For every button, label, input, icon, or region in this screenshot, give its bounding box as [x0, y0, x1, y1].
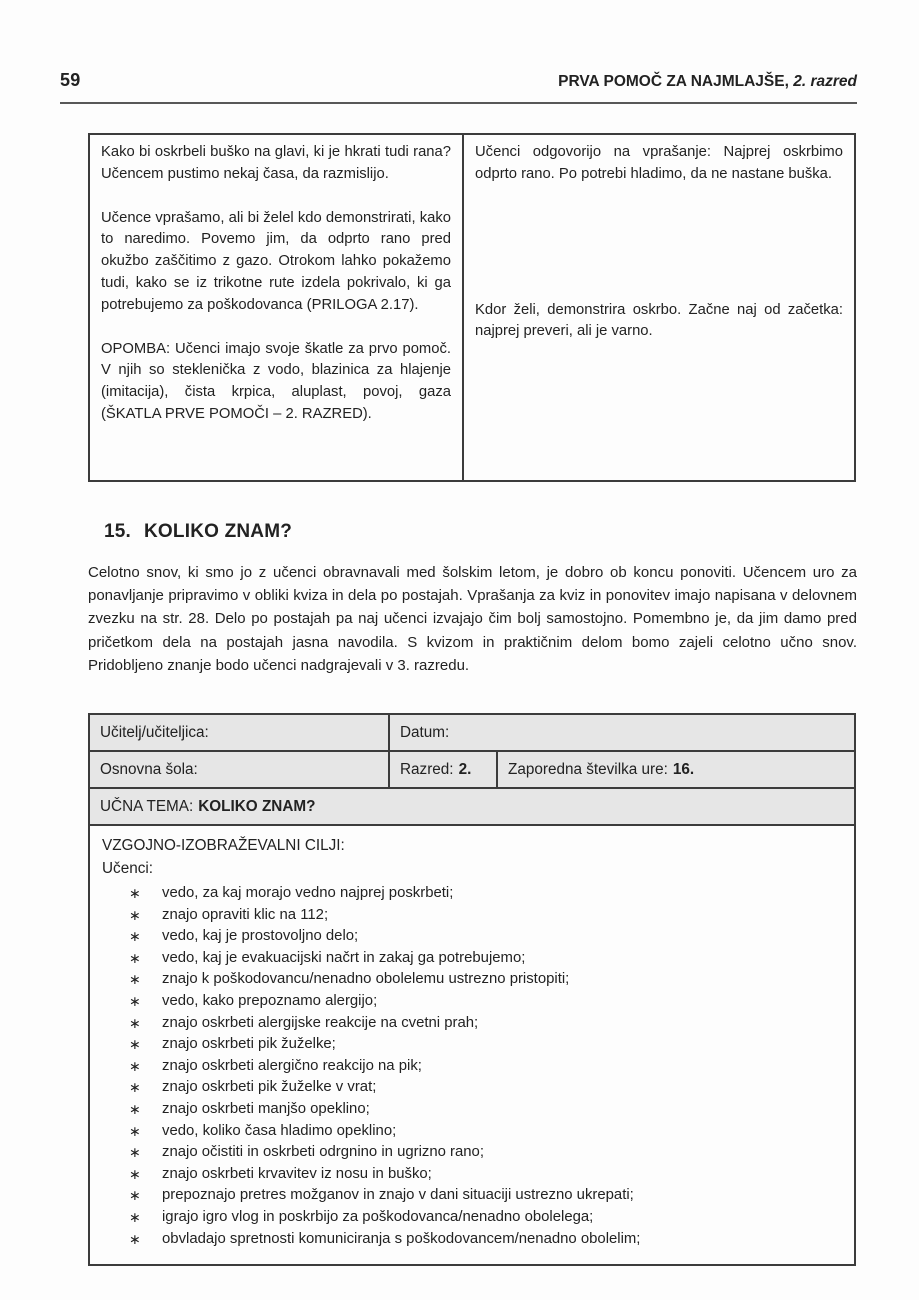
goal-text: vedo, kaj je evakuacijski načrt in zakaj ga potrebujemo; — [162, 949, 526, 966]
goal-text: znajo oskrbeti manjšo opeklino; — [162, 1100, 370, 1117]
topic-cell — [90, 789, 854, 824]
grade-value: 2. — [458, 760, 472, 778]
goal-text: znajo očistiti in oskrbeti odrgnino in ugrizno rano; — [162, 1144, 484, 1161]
page-number: 59 — [60, 70, 81, 90]
section-intro-paragraph: Celotno snov, ki smo jo z učenci obravnavali med šolskim letom, je dobro ob koncu ponoviti. Učencem uro za ponavljanje pripravimo v obliki kviza in dela po postajah. Vprašanja za kviz in ponovitev imajo napisana v delovnem zvezku na str. 28. Delo po postajah pa naj učenci izvajajo čim bolj samostojno. Pomembno je, da jim damo pred pričetkom dela na postajah jasna navodila. S kvizom in praktičnim delom bomo zajeli celotno učno snov. Pridobljeno znanje bodo učenci nadgrajevali v 3. razredu. — [88, 564, 857, 674]
teacher-label-cell: Učitelj/učiteljica: — [90, 715, 390, 750]
asterisk-bullet-icon: ∗ — [129, 1014, 141, 1031]
goal-text: znajo oskrbeti pik žuželke; — [162, 1036, 336, 1053]
topic-value: KOLIKO ZNAM? — [198, 797, 316, 815]
goal-text: obvladajo spretnosti komuniciranja s poškodovancem/nenadno obolelim; — [162, 1230, 641, 1247]
goal-list-item — [129, 1164, 640, 1186]
teacher-paragraph-3: OPOMBA: Učenci imajo svoje škatle za prvo pomoč. V njih so steklenička z vodo, blazinica za hlajenje (imitacija), čista krpica, aluplast, povoj, gaza (ŠKATLA PRVE POMOČI – 2. RAZRED). — [101, 340, 451, 422]
goal-list-item — [129, 1207, 640, 1229]
asterisk-bullet-icon: ∗ — [129, 1230, 141, 1247]
goal-list-item — [129, 1056, 640, 1078]
lesson-table-pupils-column — [464, 135, 854, 480]
asterisk-bullet-icon: ∗ — [129, 992, 141, 1009]
topic-label: UČNA TEMA: — [100, 797, 194, 815]
goal-text: igrajo igro vlog in poskrbijo za poškodovanca/nenadno obolelega; — [162, 1208, 594, 1225]
lesson-number-value: 16. — [672, 760, 695, 778]
header-title — [558, 73, 857, 91]
asterisk-bullet-icon: ∗ — [129, 885, 141, 901]
plan-row-topic — [90, 789, 854, 826]
pupils-paragraph-2: Kdor želi, demonstrira oskrbo. Začne naj od začetka: najprej preveri, ali je varno. — [475, 301, 843, 340]
lesson-number-cell — [498, 752, 854, 787]
date-label-cell: Datum: — [400, 723, 450, 741]
goal-list-item — [129, 1013, 640, 1035]
asterisk-bullet-icon: ∗ — [129, 971, 141, 988]
goal-list-item — [129, 926, 640, 948]
goal-list-item — [129, 1142, 640, 1164]
goal-list-item — [129, 905, 640, 927]
asterisk-bullet-icon: ∗ — [129, 906, 141, 923]
goal-text: znajo oskrbeti krvavitev iz nosu in buško; — [162, 1165, 432, 1182]
goal-text: znajo k poškodovancu/nenadno obolelemu ustrezno pristopiti; — [162, 971, 570, 988]
asterisk-bullet-icon: ∗ — [129, 1144, 141, 1161]
teacher-paragraph-2: Učence vprašamo, ali bi želel kdo demonstrirati, kako to naredimo. Povemo jim, da odprto rano pred okužbo zaščitimo z gazo. Otrokom lahko pokažemo tudi, kako se iz trikotne rute izdela pokrivalo, ki ga potrebujemo za poškodovanca (PRILOGA 2.17). — [101, 209, 451, 313]
asterisk-bullet-icon: ∗ — [129, 1057, 141, 1074]
lesson-table-teacher-column — [90, 135, 464, 480]
goal-list-item — [129, 991, 640, 1013]
asterisk-bullet-icon: ∗ — [129, 949, 141, 966]
goal-list-item — [129, 1185, 640, 1207]
plan-row-teacher-date — [90, 715, 854, 752]
section-number: 15. — [104, 521, 132, 542]
lesson-table — [88, 133, 856, 482]
goal-text: znajo oskrbeti alergijske reakcije na cvetni prah; — [162, 1014, 479, 1031]
pupils-paragraph-1: Učenci odgovorijo na vprašanje: Najprej oskrbimo odprto rano. Po potrebi hladimo, da ne nastane buška. — [475, 144, 843, 182]
page-header — [60, 70, 857, 104]
goal-list-item — [129, 883, 640, 905]
section-heading — [104, 521, 292, 543]
lesson-number-label: Zaporedna številka ure: — [508, 760, 668, 778]
asterisk-bullet-icon: ∗ — [129, 1079, 141, 1096]
goals-title: VZGOJNO-IZOBRAŽEVALNI CILJI: — [102, 837, 345, 854]
grade-label: Razred: — [400, 760, 454, 778]
grade-cell — [390, 752, 498, 787]
goal-text: prepoznajo pretres možganov in znajo v dani situaciji ustrezno ukrepati; — [162, 1187, 634, 1204]
asterisk-bullet-icon: ∗ — [129, 1122, 141, 1139]
asterisk-bullet-icon: ∗ — [129, 928, 141, 945]
goal-text: vedo, kako prepoznamo alergijo; — [162, 992, 378, 1009]
goals-cell — [90, 826, 652, 1264]
lesson-plan-table — [88, 713, 856, 1266]
asterisk-bullet-icon: ∗ — [129, 1165, 141, 1182]
asterisk-bullet-icon: ∗ — [129, 1036, 141, 1053]
goal-text: znajo opraviti klic na 112; — [162, 906, 329, 923]
goal-text: vedo, kaj je prostovoljno delo; — [162, 928, 359, 945]
goal-list-item — [129, 1034, 640, 1056]
plan-row-school-grade — [90, 752, 854, 789]
goal-list-item — [129, 948, 640, 970]
goal-list-item — [129, 1099, 640, 1121]
goal-list-item — [129, 1121, 640, 1143]
goal-list-item — [129, 1077, 640, 1099]
section-title: KOLIKO ZNAM? — [144, 521, 293, 542]
goal-text: vedo, za kaj morajo vedno najprej poskrbeti; — [162, 885, 454, 901]
teacher-paragraph-1: Kako bi oskrbeli buško na glavi, ki je hkrati tudi rana? Učencem pustimo nekaj časa, da razmislijo. — [101, 144, 451, 182]
header-title-grade: 2. razred — [793, 73, 857, 90]
goal-text: vedo, koliko časa hladimo opeklino; — [162, 1122, 397, 1139]
goal-list-item — [129, 1229, 640, 1251]
goals-subtitle: Učenci: — [102, 860, 154, 877]
goal-text: znajo oskrbeti pik žuželke v vrat; — [162, 1079, 377, 1096]
asterisk-bullet-icon: ∗ — [129, 1187, 141, 1204]
goals-list — [102, 883, 640, 1250]
goal-text: znajo oskrbeti alergično reakcijo na pik; — [162, 1057, 422, 1074]
header-title-main: PRVA POMOČ ZA NAJMLAJŠE, — [558, 73, 789, 90]
asterisk-bullet-icon: ∗ — [129, 1100, 141, 1117]
plan-row-goals — [90, 826, 854, 1264]
school-label-cell: Osnovna šola: — [90, 752, 390, 787]
asterisk-bullet-icon: ∗ — [129, 1208, 141, 1225]
goal-list-item — [129, 969, 640, 991]
